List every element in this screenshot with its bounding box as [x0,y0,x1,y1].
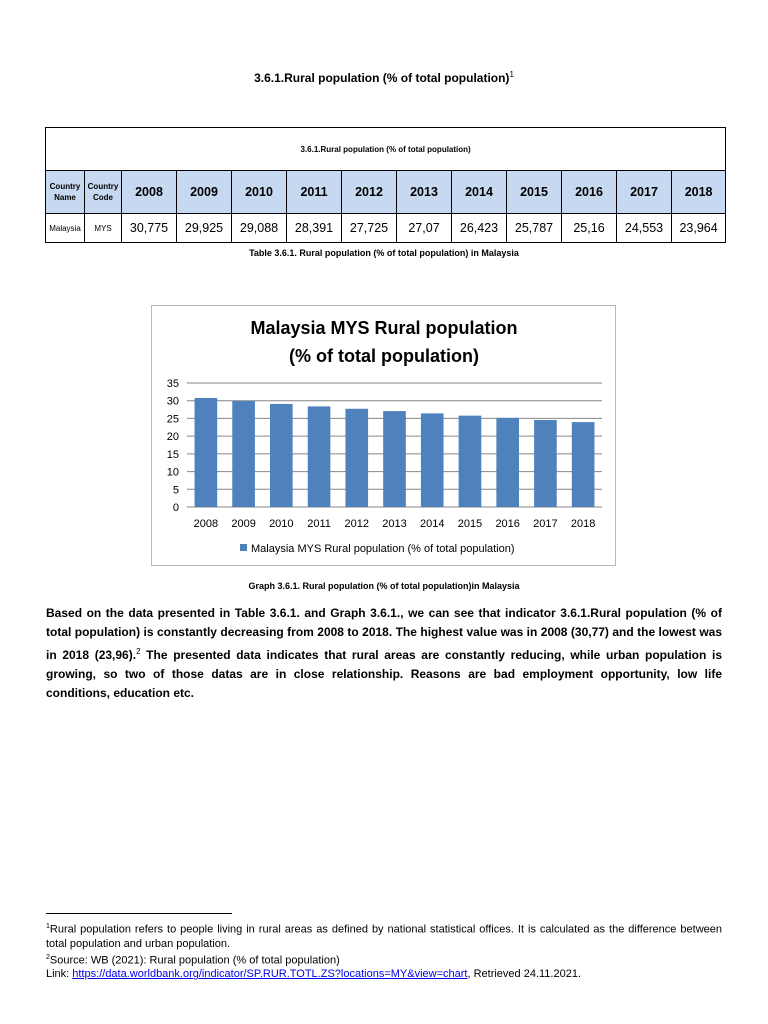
footnote-1-text: Rural population refers to people living in rural areas as defined by national statistical offices. It is calculated as the difference between total population and urban population. [46,923,722,950]
retrieved-date: , Retrieved 24.11.2021. [467,968,582,981]
x-tick-label: 2009 [231,518,256,530]
cell-value: 30,775 [122,214,177,243]
legend-label: Malaysia MYS Rural population (% of total population) [251,543,515,555]
y-tick-label: 10 [166,466,179,479]
footnote-separator [46,913,232,914]
x-tick-label: 2013 [382,518,407,530]
header-year: 2014 [452,171,507,214]
chart-bar [459,416,482,507]
chart-bar [195,398,218,507]
header-year: 2008 [122,171,177,214]
y-tick-label: 30 [166,395,179,408]
header-year: 2010 [232,171,287,214]
chart-bar [496,418,519,507]
y-tick-label: 35 [166,378,179,390]
header-country-code: Country Code [85,171,122,214]
paragraph-part-2: The presented data indicates that rural areas are constantly reducing, while urban population is growing, so two of those datas are in close relationship. Reasons are bad employment opportunity, low life conditions, education etc. [46,648,722,700]
footnote-link-line [46,967,722,981]
cell-value: 25,787 [507,214,562,243]
footnote-2-mark: 2 [46,953,50,961]
cell-value: 25,16 [562,214,617,243]
x-tick-label: 2011 [307,518,331,530]
x-tick-label: 2010 [269,518,294,530]
cell-country-name: Malaysia [46,214,85,243]
chart-bar [383,411,406,507]
header-year: 2018 [672,171,726,214]
cell-value: 27,725 [342,214,397,243]
header-year: 2015 [507,171,562,214]
header-year: 2009 [177,171,232,214]
x-tick-label: 2014 [419,518,445,530]
chart-bar [572,422,595,507]
chart-title: Malaysia MYS Rural population [250,318,518,338]
rural-population-chart [151,305,616,566]
y-tick-label: 20 [166,431,179,444]
chart-bar [421,413,444,507]
rural-population-table [45,127,726,243]
table-title: 3.6.1.Rural population (% of total population) [46,128,726,171]
header-country-name: Country Name [46,171,85,214]
chart-bar [345,409,368,507]
x-tick-label: 2012 [344,518,370,530]
header-year: 2017 [617,171,672,214]
footnote-2-text: Source: WB (2021): Rural population (% of total population) [49,954,340,967]
header-year: 2012 [342,171,397,214]
y-tick-label: 5 [172,484,179,497]
table-row [46,214,726,243]
section-heading [0,70,768,85]
cell-value: 29,925 [177,214,232,243]
x-tick-label: 2008 [193,518,219,530]
cell-value: 26,423 [452,214,507,243]
paragraph-part-1: Based on the data presented in Table 3.6.1. and Graph 3.6.1., we can see that indicator 3.6.1.Rural population (% of total population) is constantly decreasing from 2008 to 2018. The highest value was in 2008 (30,77) and the lowest was in 2018 (23,96). [46,606,722,662]
x-tick-label: 2015 [457,518,483,530]
cell-value: 28,391 [287,214,342,243]
x-tick-label: 2016 [495,518,520,530]
x-tick-label: 2018 [570,518,596,530]
chart-bar [308,406,331,507]
y-tick-label: 0 [172,502,179,514]
legend-swatch [240,544,247,551]
chart-svg [152,306,617,567]
table-header-row [46,171,726,214]
footnote-ref-1[interactable]: 1 [509,70,514,79]
footnote-ref-2[interactable]: 2 [136,647,141,656]
footnote-2 [46,951,722,968]
cell-value: 23,964 [672,214,726,243]
header-year: 2016 [562,171,617,214]
footnote-1-mark: 1 [46,923,50,930]
chart-bar [232,401,255,507]
cell-value: 24,553 [617,214,672,243]
link-label: Link: [46,968,73,981]
header-year: 2011 [287,171,342,214]
cell-value: 27,07 [397,214,452,243]
analysis-paragraph [46,604,722,703]
y-tick-label: 25 [166,413,179,426]
chart-bar [270,404,293,507]
graph-caption: Graph 3.6.1. Rural population (% of total population)in Malaysia [248,581,520,591]
footnotes [46,920,722,981]
worldbank-link[interactable]: https://data.worldbank.org/indicator/SP.RUR.TOTL.ZS?locations=MY&view=chart [72,968,468,981]
footnote-1 [46,920,722,951]
table-caption: Table 3.6.1. Rural population (% of total population) in Malaysia [249,248,519,258]
section-heading-text: 3.6.1.Rural population (% of total population) [254,71,510,85]
y-tick-label: 15 [166,448,179,461]
header-year: 2013 [397,171,452,214]
cell-value: 29,088 [232,214,287,243]
cell-country-code: MYS [85,214,122,243]
chart-bar [534,420,557,507]
chart-title: (% of total population) [289,346,479,366]
x-tick-label: 2017 [533,518,558,530]
